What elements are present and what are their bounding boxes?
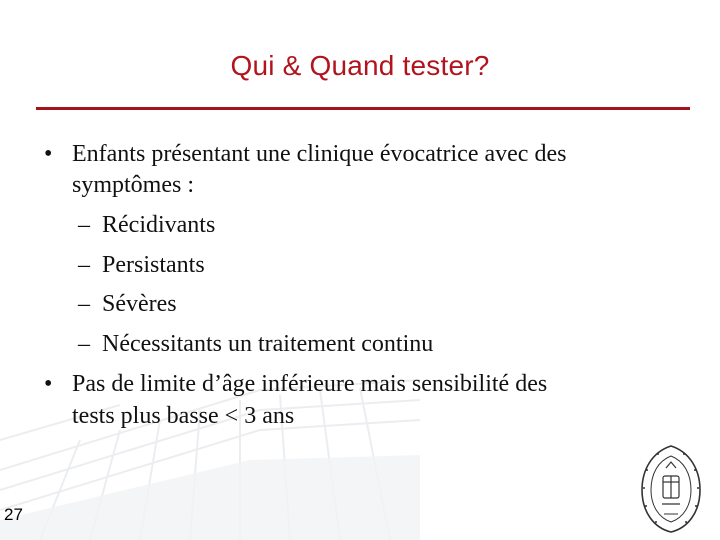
bullet-1-line-2: symptômes : — [72, 172, 195, 198]
university-seal-icon — [638, 442, 704, 534]
sub-bullet-marker: – — [78, 252, 90, 278]
slide-title: Qui & Quand tester? — [230, 50, 490, 81]
bullet-marker: • — [44, 371, 53, 397]
bullet-2-line-1: Pas de limite d’âge inférieure mais sensibilité des — [72, 371, 548, 397]
sub-bullet-marker: – — [78, 212, 90, 238]
bullet-marker: • — [44, 141, 53, 167]
page-number: 27 — [4, 505, 23, 524]
sub-item-4: Nécessitants un traitement continu — [102, 331, 434, 357]
sub-item-2: Persistants — [102, 252, 205, 278]
title-underline — [36, 107, 690, 110]
bullet-2-line-2: tests plus basse < 3 ans — [72, 403, 295, 429]
sub-item-1: Récidivants — [102, 212, 216, 238]
bullet-1-line-1: Enfants présentant une clinique évocatrice avec des — [72, 141, 567, 167]
sub-bullet-marker: – — [78, 291, 90, 317]
sub-item-3: Sévères — [102, 291, 177, 317]
sub-bullet-marker: – — [78, 331, 90, 357]
